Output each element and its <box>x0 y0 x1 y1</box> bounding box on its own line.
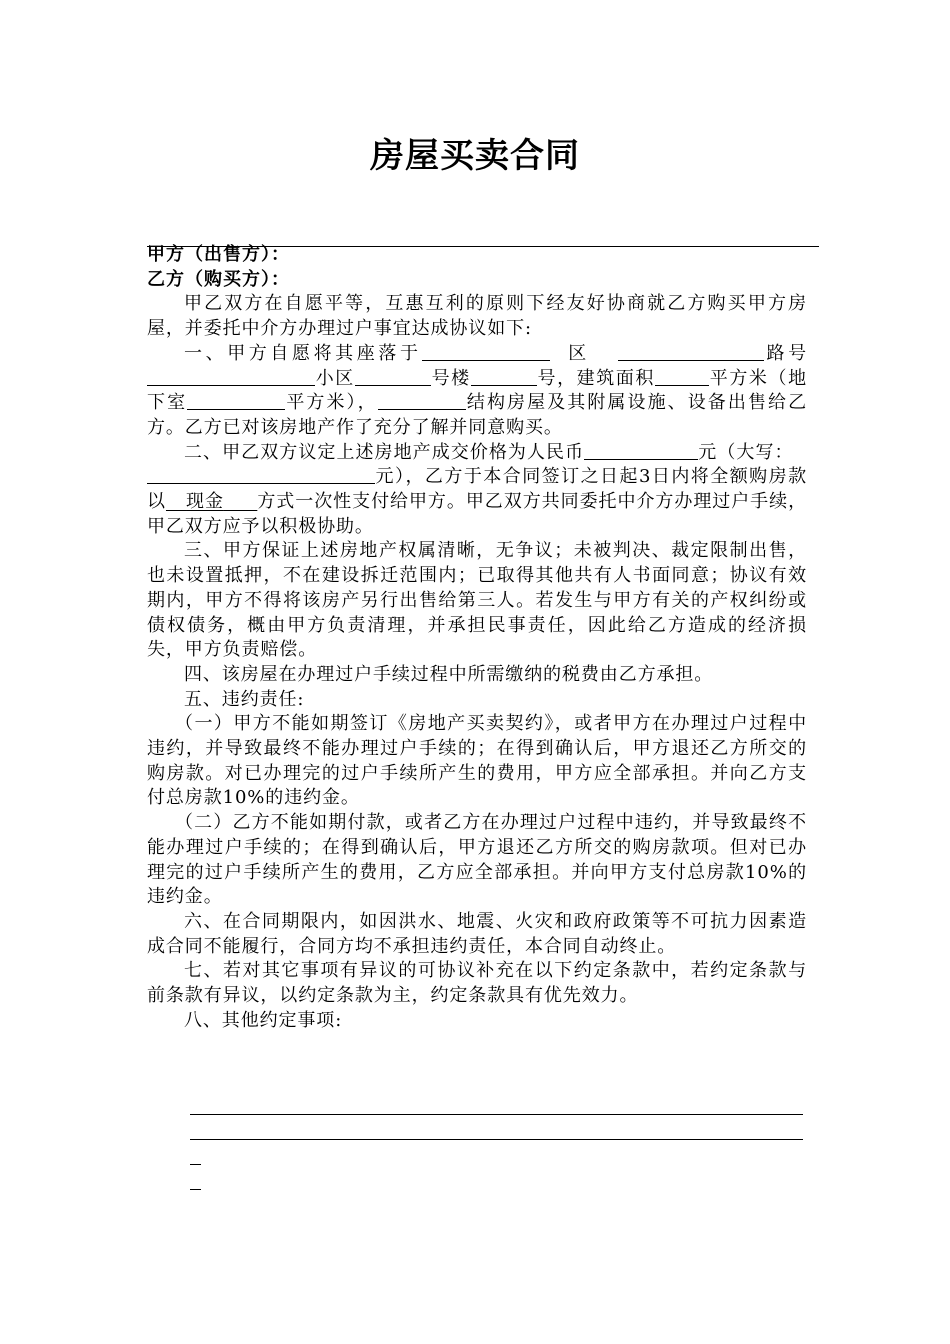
district-blank[interactable] <box>618 342 764 361</box>
buyer-party-label: 乙方（购买方）： <box>147 268 290 290</box>
seller-party-label: 甲方（出售方）： <box>147 244 290 265</box>
building-number-blank[interactable] <box>471 367 537 386</box>
clause-5-heading: 五、违约责任: <box>184 688 305 710</box>
structure-type-blank[interactable] <box>378 391 466 410</box>
location-blank[interactable] <box>422 342 550 361</box>
clause-5-item-1: （一）甲方不能如期签订《房地产买卖契约》，或者甲方在办理过户过程中违约，并导致最终不能办理过户手续的；在得到确认后，甲方退还乙方所交的购房款。对已办理完的过户手续所产生的费用，甲方应全部承担。并向乙方支付总房款10%的违约金。 <box>147 713 807 809</box>
document-title: 房屋买卖合同 <box>370 136 580 176</box>
clause-2: 二、甲乙双方议定上述房地产成交价格为人民币 元（大写： 元），乙方于本合同签订之日起3日内将全额购房款以 现金 方式一次性支付给甲方。甲乙双方共同委托中介方办理过户手续，甲乙双方应予以积极协助。 <box>147 441 807 537</box>
road-number-blank[interactable] <box>147 367 315 386</box>
other-terms-line-1[interactable] <box>190 1114 803 1115</box>
floor-area-blank[interactable] <box>655 367 709 386</box>
other-terms-dash-1 <box>190 1164 201 1165</box>
clause-1: 一、甲方自愿将其座落于 区 路号小区 号楼 号，建筑面积 平方米（地下室 平方米）， 结构房屋及其附属设施、设备出售给乙方。乙方已对该房地产作了充分了解并同意购买。 <box>147 342 807 438</box>
clause-7: 七、若对其它事项有异议的可协议补充在以下约定条款中，若约定条款与前条款有异议，以约定条款为主，约定条款具有优先效力。 <box>147 960 807 1007</box>
intro-paragraph: 甲乙双方在自愿平等，互惠互利的原则下经友好协商就乙方购买甲方房屋，并委托中介方办理过户事宜达成协议如下: <box>147 293 807 340</box>
clause-6: 六、在合同期限内，如因洪水、地震、火灾和政府政策等不可抗力因素造成合同不能履行，合同方均不承担违约责任，本合同自动终止。 <box>147 910 807 957</box>
price-in-words-blank[interactable] <box>147 465 375 484</box>
price-amount-blank[interactable] <box>584 441 698 460</box>
other-terms-dash-2 <box>190 1189 201 1190</box>
clause-5-item-2: （二）乙方不能如期付款，或者乙方在办理过户过程中违约，并导致最终不能办理过户手续的；在得到确认后，甲方退还乙方所交的购房款项。但对已办理完的过户手续所产生的费用，乙方应全部承担。并向甲方支付总房款10%的违约金。 <box>147 812 807 908</box>
clause-3: 三、甲方保证上述房地产权属清晰，无争议；未被判决、裁定限制出售，也未设置抵押，不在建设拆迁范围内；已取得其他共有人书面同意；协议有效期内，甲方不得将该房产另行出售给第三人。若发生与甲方有关的产权纠纷或债权债务，概由甲方负责清理，并承担民事责任，因此给乙方造成的经济损失，甲方负责赔偿。 <box>147 540 807 661</box>
other-terms-line-2[interactable] <box>190 1139 803 1140</box>
payment-method-value: 现金 <box>186 491 224 513</box>
basement-area-blank[interactable] <box>187 391 285 410</box>
clause-4: 四、该房屋在办理过户手续过程中所需缴纳的税费由乙方承担。 <box>184 663 714 685</box>
community-blank[interactable] <box>355 367 431 386</box>
contract-body <box>147 243 807 1034</box>
clause-8: 八、其他约定事项: <box>184 1009 343 1031</box>
